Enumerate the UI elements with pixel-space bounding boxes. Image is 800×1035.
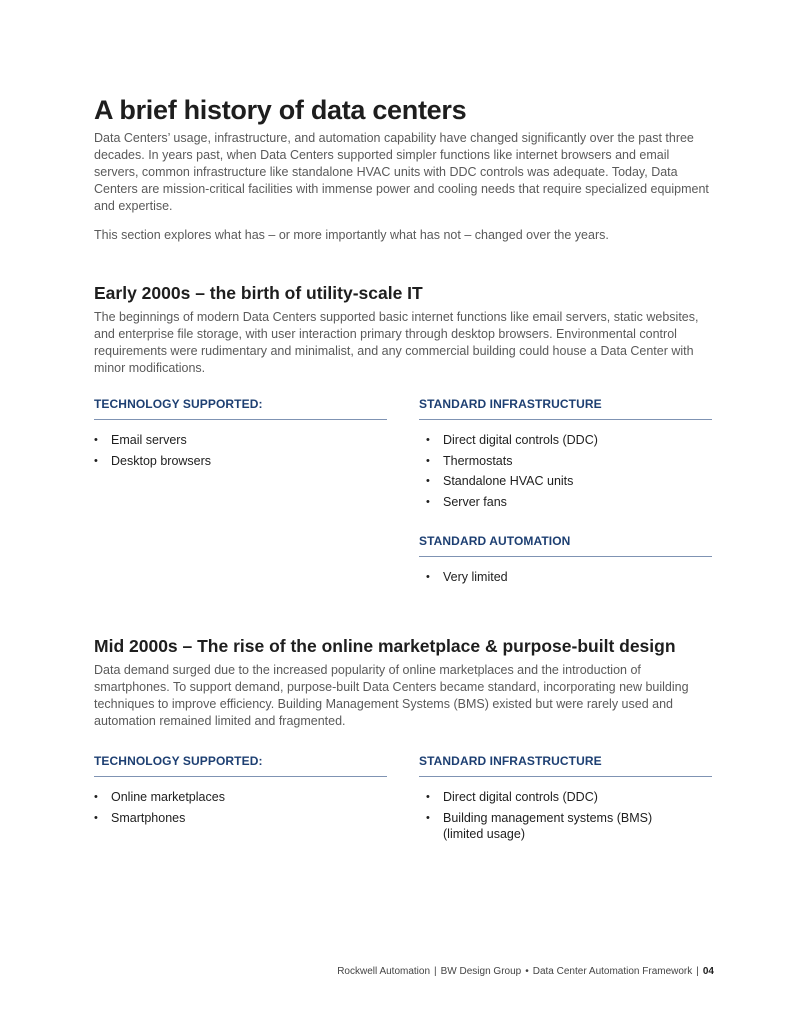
list-item: • Thermostats — [426, 453, 712, 469]
infrastructure-heading: STANDARD INFRASTRUCTURE — [419, 397, 712, 420]
infrastructure-list — [419, 789, 656, 842]
list-item: • Desktop browsers — [94, 453, 387, 469]
list-item: • Direct digital controls (DDC) — [426, 789, 656, 805]
automation-heading: STANDARD AUTOMATION — [419, 534, 712, 557]
infrastructure-heading: STANDARD INFRASTRUCTURE — [419, 754, 712, 777]
footer-bullet: • — [525, 966, 529, 977]
technology-list — [94, 789, 387, 826]
page-title: A brief history of data centers — [94, 95, 467, 125]
technology-list — [94, 432, 387, 469]
section-title-early-2000s: Early 2000s – the birth of utility-scale IT — [94, 283, 423, 303]
list-item: • Smartphones — [94, 810, 387, 826]
section-title-mid-2000s: Mid 2000s – The rise of the online marketplace & purpose-built design — [94, 636, 676, 656]
footer-separator: | — [434, 966, 437, 977]
technology-heading: TECHNOLOGY SUPPORTED: — [94, 397, 387, 420]
intro-paragraph: Data Centers’ usage, infrastructure, and automation capability have changed significantly over the past three decades. In years past, when Data Centers supported simpler functions like internet browsers and email servers, common infrastructure like standalone HVAC units with DDC controls was adequate. Today, Data Centers are mission-critical facilities with immense power and cooling needs that require specialized equipment and expertise. — [94, 131, 709, 213]
infrastructure-column — [419, 754, 712, 846]
infrastructure-list — [419, 432, 712, 510]
page-number: 04 — [702, 966, 714, 977]
section-description: Data demand surged due to the increased popularity of online marketplaces and the introduction of smartphones. To support demand, purpose-built Data Centers became standard, incorporating new building techniques to improve efficiency. Building Management Systems (BMS) existed but were rarely used and automation remained limited and fragmented. — [94, 663, 689, 728]
list-item: • Server fans — [426, 494, 712, 510]
list-item: • Building management systems (BMS) (limited usage) — [426, 810, 656, 842]
page-footer — [337, 966, 714, 977]
automation-list — [419, 569, 712, 585]
automation-column — [419, 534, 712, 590]
infrastructure-column — [419, 397, 712, 514]
list-item: • Standalone HVAC units — [426, 473, 712, 489]
intro-paragraph-2: This section explores what has – or more importantly what has not – changed over the years. — [94, 228, 609, 242]
technology-column — [94, 754, 387, 830]
footer-company: Rockwell Automation — [337, 966, 431, 977]
list-item: • Very limited — [426, 569, 712, 585]
technology-column — [94, 397, 387, 473]
list-item: • Online marketplaces — [94, 789, 387, 805]
technology-heading: TECHNOLOGY SUPPORTED: — [94, 754, 387, 777]
list-item: • Direct digital controls (DDC) — [426, 432, 712, 448]
footer-partner: BW Design Group — [440, 966, 522, 977]
section-description: The beginnings of modern Data Centers supported basic internet functions like email servers, static websites, and enterprise file storage, with user interaction primary through desktop browsers. Environmental control requirements were rudimentary and minimalist, and any commercial building could house a Data Center with minor modifications. — [94, 310, 699, 375]
footer-separator: | — [696, 966, 699, 977]
footer-document: Data Center Automation Framework — [532, 966, 693, 977]
list-item: • Email servers — [94, 432, 387, 448]
